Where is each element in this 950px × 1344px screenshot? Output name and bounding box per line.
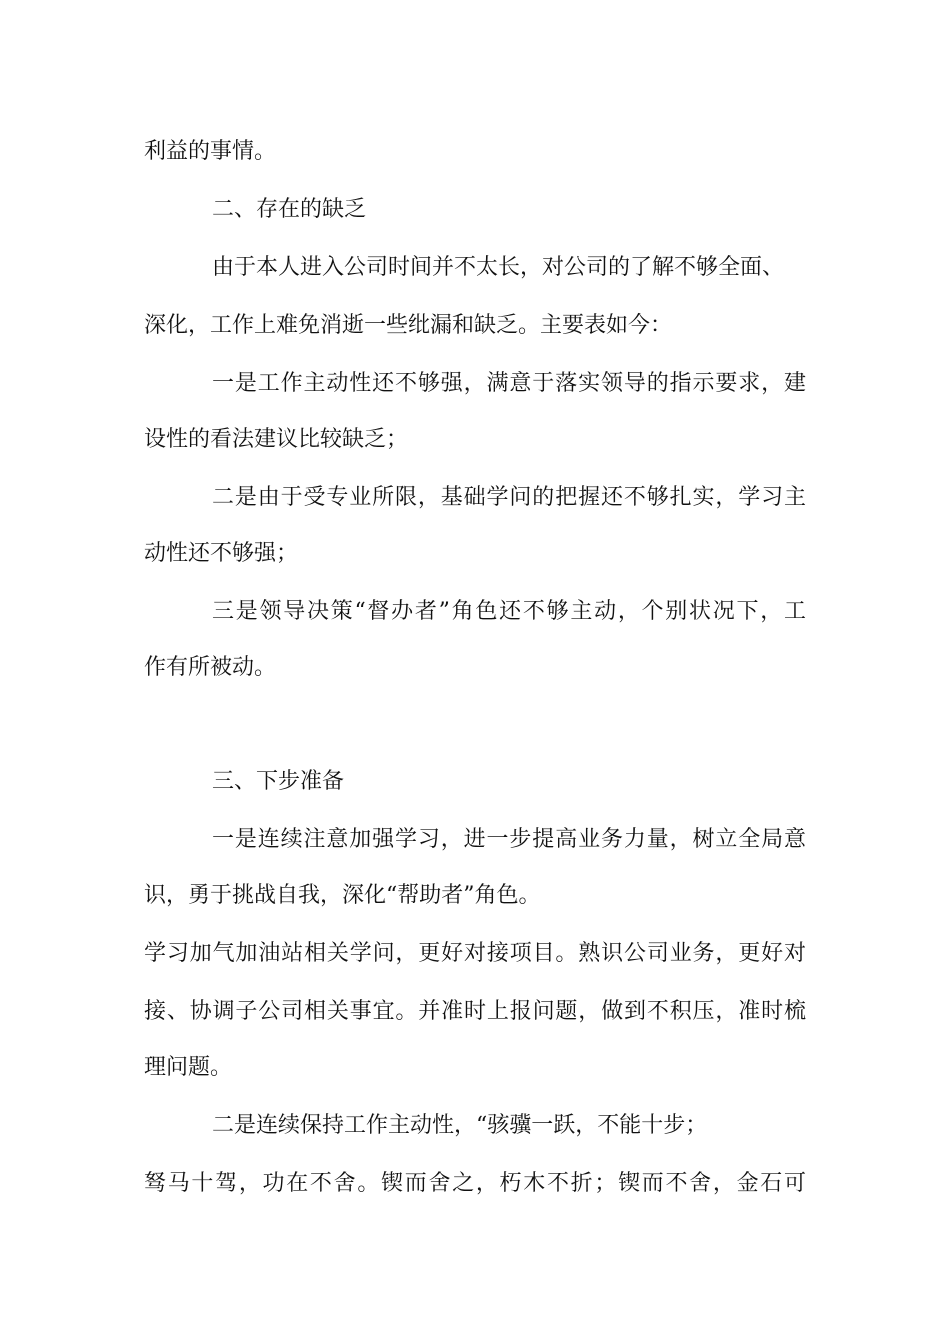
text-line: 理问题。: [144, 1055, 233, 1080]
text-line: 利益的事情。: [144, 139, 277, 164]
text-line: 一是工作主动性还不够强，满意于落实领导的指示要求，建: [212, 371, 806, 396]
text-line: 三是领导决策“督办者”角色还不够主动，个别状况下，工: [212, 599, 806, 624]
text-line: 设性的看法建议比较缺乏；: [144, 427, 409, 452]
section-heading: 二、存在的缺乏: [212, 197, 367, 222]
text-line: 一是连续注意加强学习，进一步提高业务力量，树立全局意: [212, 827, 806, 852]
text-line: 二是连续保持工作主动性，“骇骥一跃，不能十步；: [212, 1113, 708, 1138]
text-line: 二是由于受专业所限，基础学问的把握还不够扎实，学习主: [212, 485, 806, 510]
text-line: 识，勇于挑战自我，深化“帮助者”角色。: [144, 883, 541, 908]
text-line: 深化，工作上难免消逝一些纰漏和缺乏。主要表如今：: [144, 313, 673, 338]
text-line: 接、协调子公司相关事宜。并准时上报问题，做到不积压，准时梳: [144, 999, 806, 1024]
text-line: 动性还不够强；: [144, 541, 299, 566]
text-line: 作有所被动。: [144, 655, 277, 680]
text-line: 学习加气加油站相关学问，更好对接项目。熟识公司业务，更好对: [144, 941, 806, 966]
text-line: 由于本人进入公司时间并不太长，对公司的了解不够全面、: [212, 255, 785, 280]
text-line: 驽马十驾，功在不舍。锲而舍之，朽木不折；锲而不舍，金石可: [144, 1171, 806, 1196]
section-heading: 三、下步准备: [212, 769, 345, 794]
